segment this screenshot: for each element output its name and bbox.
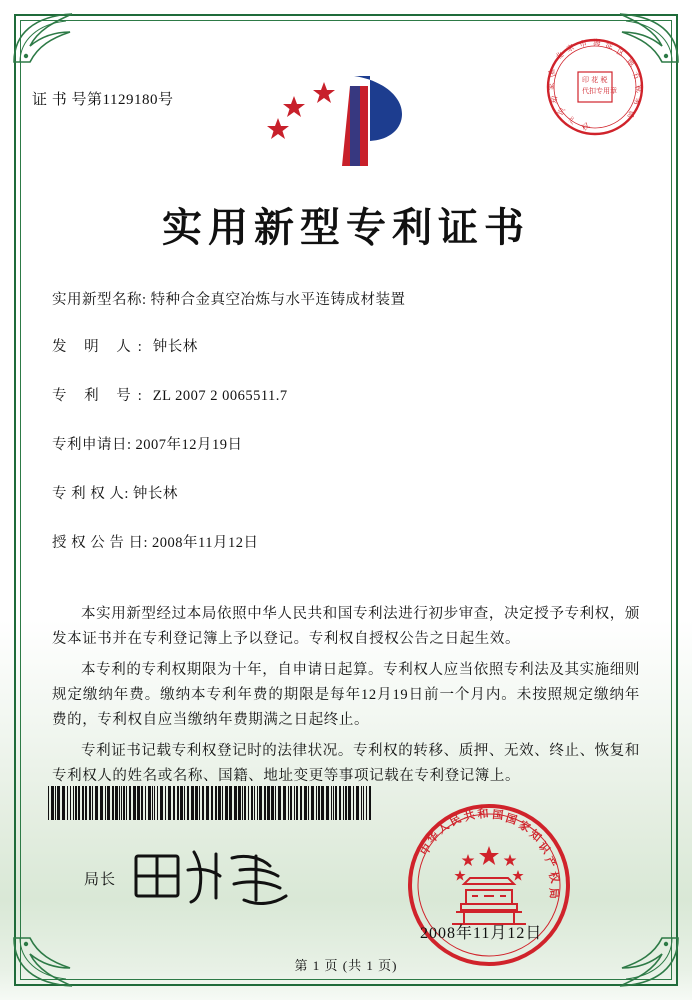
svg-text:人: 人 xyxy=(434,819,452,837)
field-utility-model-name xyxy=(52,288,636,309)
svg-text:代扣专用章: 代扣专用章 xyxy=(582,87,617,95)
field-inventor xyxy=(52,335,636,356)
field-value: 特种合金真空冶炼与水平连铸成材装置 xyxy=(150,292,406,308)
field-application-date xyxy=(52,433,636,454)
svg-text:北: 北 xyxy=(553,49,566,62)
signature-label: 局长 xyxy=(84,872,117,888)
svg-text:国: 国 xyxy=(491,808,504,823)
tax-stamp-seal-icon xyxy=(544,36,646,138)
body-text xyxy=(52,602,640,795)
field-value: 2007年12月19日 xyxy=(135,437,243,453)
sipo-logo-icon xyxy=(250,62,440,177)
page-title: 实用新型专利证书 xyxy=(162,204,530,251)
page-footer: 第 1 页 (共 1 页) xyxy=(294,958,398,973)
svg-text:识: 识 xyxy=(555,106,568,117)
field-patentee xyxy=(52,482,636,503)
field-label: 发 明 人: xyxy=(52,339,149,355)
svg-text:海: 海 xyxy=(593,38,601,47)
field-label: 授 权 公 告 日: xyxy=(52,535,149,551)
svg-text:产: 产 xyxy=(542,854,559,871)
svg-text:区: 区 xyxy=(615,46,626,59)
field-value: 钟长林 xyxy=(152,339,198,355)
official-seal-icon xyxy=(404,800,574,970)
svg-text:产: 产 xyxy=(566,114,579,127)
svg-text:民: 民 xyxy=(447,812,464,829)
paragraph-1: 本实用新型经过本局依照中华人民共和国专利法进行初步审查，决定授予专利权，颁发本证书并在专利登记簿上予以登记。专利权自授权公告之日起生效。 xyxy=(52,606,640,647)
svg-text:局: 局 xyxy=(547,887,561,900)
field-value: ZL 2007 2 0065511.7 xyxy=(152,388,288,404)
certificate-number: 证 书 号第1129180号 xyxy=(32,92,174,108)
svg-text:家: 家 xyxy=(516,818,533,835)
svg-text:务: 务 xyxy=(632,97,642,106)
field-label: 实用新型名称: xyxy=(52,292,147,308)
paragraph-2: 本专利的专利权期限为十年，自申请日起算。专利权人应当依照专利法及其实施细则规定缴纳年费。缴纳本专利年费的期限是每年12月19日前一个月内。未按照规定缴纳年费的，专利权自应当缴纳年费期满之日起终止。 xyxy=(52,662,640,728)
field-value: 2008年11月12日 xyxy=(152,535,259,551)
svg-text:方: 方 xyxy=(630,70,642,82)
svg-text:权: 权 xyxy=(579,120,592,133)
svg-text:局: 局 xyxy=(625,109,636,119)
svg-text:华: 华 xyxy=(424,829,442,847)
svg-text:和: 和 xyxy=(476,806,490,821)
svg-text:税: 税 xyxy=(633,83,645,94)
field-value: 钟长林 xyxy=(132,486,178,502)
issue-date: 2008年11月12日 xyxy=(420,925,543,942)
field-grant-announcement-date xyxy=(52,531,636,552)
handwritten-signature-icon xyxy=(128,840,308,912)
field-label: 专 利 权 人: xyxy=(52,486,129,502)
svg-text:家: 家 xyxy=(546,82,556,91)
svg-text:知: 知 xyxy=(527,827,544,845)
svg-text:地: 地 xyxy=(624,56,637,69)
svg-text:国: 国 xyxy=(504,811,519,828)
fields-list xyxy=(52,288,636,578)
svg-text:中: 中 xyxy=(417,841,435,858)
field-label: 专利申请日: xyxy=(52,437,132,453)
svg-text:识: 识 xyxy=(535,839,553,857)
svg-text:印 花 税: 印 花 税 xyxy=(582,76,608,84)
svg-text:京: 京 xyxy=(564,42,576,54)
paragraph-3: 专利证书记载专利权登记时的法律状况。专利权的转移、质押、无效、终止、恢复和专利权人的姓名或名称、国籍、地址变更等事项记载在专利登记簿上。 xyxy=(52,743,640,784)
svg-text:国: 国 xyxy=(547,68,558,79)
field-label: 专 利 号: xyxy=(52,388,149,404)
svg-text:淀: 淀 xyxy=(604,40,614,51)
svg-text:权: 权 xyxy=(546,870,562,885)
field-patent-number xyxy=(52,384,636,405)
svg-text:市: 市 xyxy=(578,38,588,49)
svg-text:知: 知 xyxy=(549,95,560,105)
svg-text:共: 共 xyxy=(462,808,477,824)
barcode xyxy=(48,786,378,820)
